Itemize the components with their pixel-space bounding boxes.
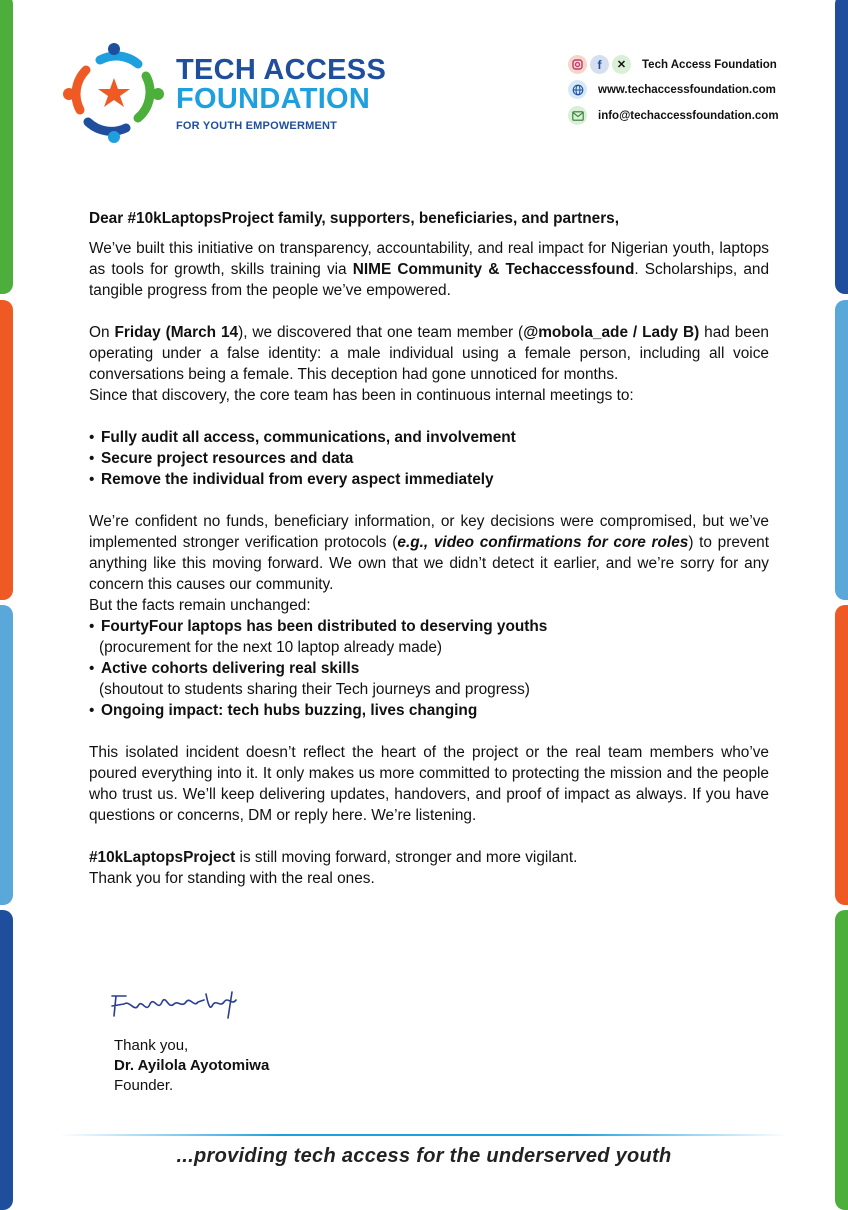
greeting: Dear #10kLaptopsProject family, supporters, beneficiaries, and partners, [89,210,620,227]
facts-intro: But the facts remain unchanged: [89,597,311,614]
list-item-note: (shoutout to students sharing their Tech journeys and progress) [99,681,530,698]
list-item: • Fully audit all access, communications, and involvement [89,427,769,448]
list-item: • Active cohorts delivering real skills [89,658,769,679]
contact-website-row [568,80,798,99]
right-edge-bar-navy [835,0,848,294]
left-edge-bar-lightblue [0,605,13,905]
website-link[interactable]: www.techaccessfoundation.com [598,83,776,96]
brand-line-2: FOUNDATION [176,83,371,115]
paragraph-commitment: This isolated incident doesn’t reflect the heart of the project or the real team members who’ve poured everything into it. It only makes us more committed to protecting the mission and the people who trust us. We’ll keep delivering updates, handovers, and proof of impact as always. If you have questions or concerns, DM or reply here. We’re listening. [89,744,769,824]
signatory-name: Dr. Ayilola Ayotomiwa [114,1057,270,1074]
closing-block [114,1036,269,1096]
signatory-role: Founder. [114,1077,174,1094]
paragraph-thanks: Thank you for standing with the real ones. [89,870,375,887]
facebook-icon[interactable]: f [590,55,609,74]
letter-body [89,208,769,889]
paragraph-forward: #10kLaptopsProject is still moving forward, stronger and more vigilant. [89,849,578,866]
brand-tagline: FOR YOUTH EMPOWERMENT [176,120,338,132]
facts-list [89,616,769,721]
x-icon[interactable]: ✕ [612,55,631,74]
paragraph-verification: We’re confident no funds, beneficiary information, or key decisions were compromised, but we’ve implemented stronger verification protocols (e.g., video confirmations for core roles) to prevent anything like this moving forward. We own that we didn’t detect it earlier, and we’re sorry for any concern this causes our community. [89,513,769,593]
instagram-icon[interactable] [568,55,587,74]
paragraph-intro: We’ve built this initiative on transparency, accountability, and real impact for Nigerian youth, laptops as tools for growth, skills training via NIME Community & Techaccessfound. Scholarships, and tangible progress from the people we’ve empowered. [89,240,770,299]
paragraph-meetings: Since that discovery, the core team has been in continuous internal meetings to: [89,387,634,404]
list-item: • Ongoing impact: tech hubs buzzing, lives changing [89,700,769,721]
social-handle: Tech Access Foundation [642,58,777,71]
contact-social-row [568,55,798,74]
list-item-note: (procurement for the next 10 laptop already made) [99,639,443,656]
action-list [89,427,769,490]
foundation-logo-icon [60,40,168,144]
signature-image [108,986,248,1032]
list-item: • FourtyFour laptops has been distributed to deserving youths [89,616,769,637]
contact-email-row [568,106,798,125]
email-link[interactable]: info@techaccessfoundation.com [598,109,779,122]
globe-icon [568,80,587,99]
closing-thanks: Thank you, [114,1037,189,1054]
list-item: • Secure project resources and data [89,448,769,469]
mail-icon [568,106,587,125]
footer-divider [60,1134,788,1136]
brand-wordmark [176,56,386,132]
right-edge-bar-lightblue [835,300,848,600]
footer-tagline: ...providing tech access for the underserved youth [176,1145,672,1167]
paragraph-discovery: On Friday (March 14), we discovered that one team member (@mobola_ade / Lady B) had been operating under a false identity: a male individual using a female person, including all voice conversations being a female. This deception had gone unnoticed for months. [89,324,769,383]
left-edge-bar-orange [0,300,13,600]
brand-line-1: TECH ACCESS [176,54,387,86]
list-item: • Remove the individual from every aspect immediately [89,469,769,490]
left-edge-bar-green [0,0,13,294]
right-edge-bar-orange [835,605,848,905]
